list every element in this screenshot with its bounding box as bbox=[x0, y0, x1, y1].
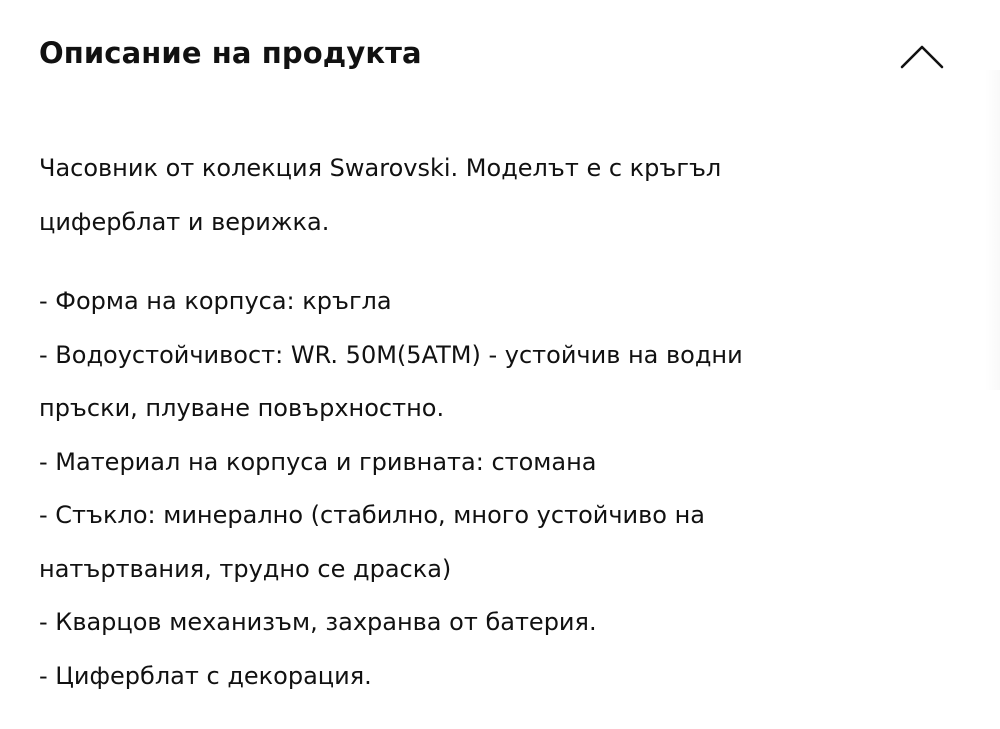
product-description bbox=[39, 142, 939, 703]
description-line: - Форма на корпуса: кръгла bbox=[39, 287, 392, 315]
description-line: - Кварцов механизъм, захранва от батерия. bbox=[39, 608, 597, 636]
description-line: - Циферблат с декорация. bbox=[39, 661, 372, 690]
description-line: натъртвания, трудно се драска) bbox=[39, 554, 452, 583]
description-line: - Материал на корпуса и гривната: стомана bbox=[39, 447, 597, 476]
description-line: - Водоустойчивост: WR. 50M(5ATM) - устойчив на водни bbox=[39, 340, 743, 369]
scroll-edge-shadow bbox=[985, 70, 1000, 390]
accordion-title: Описание на продукта bbox=[39, 36, 422, 70]
paragraph-spacer bbox=[39, 249, 939, 275]
description-line: - Стъкло: минерално (стабилно, много устойчиво на bbox=[39, 501, 705, 529]
description-line: Часовник от колекция Swarovski. Моделът е с кръгъл bbox=[39, 154, 722, 182]
chevron-up-icon[interactable] bbox=[898, 38, 946, 72]
description-line: циферблат и верижка. bbox=[39, 207, 330, 236]
accordion-header[interactable] bbox=[0, 0, 1000, 110]
description-line: пръски, плуване повърхностно. bbox=[39, 394, 445, 422]
